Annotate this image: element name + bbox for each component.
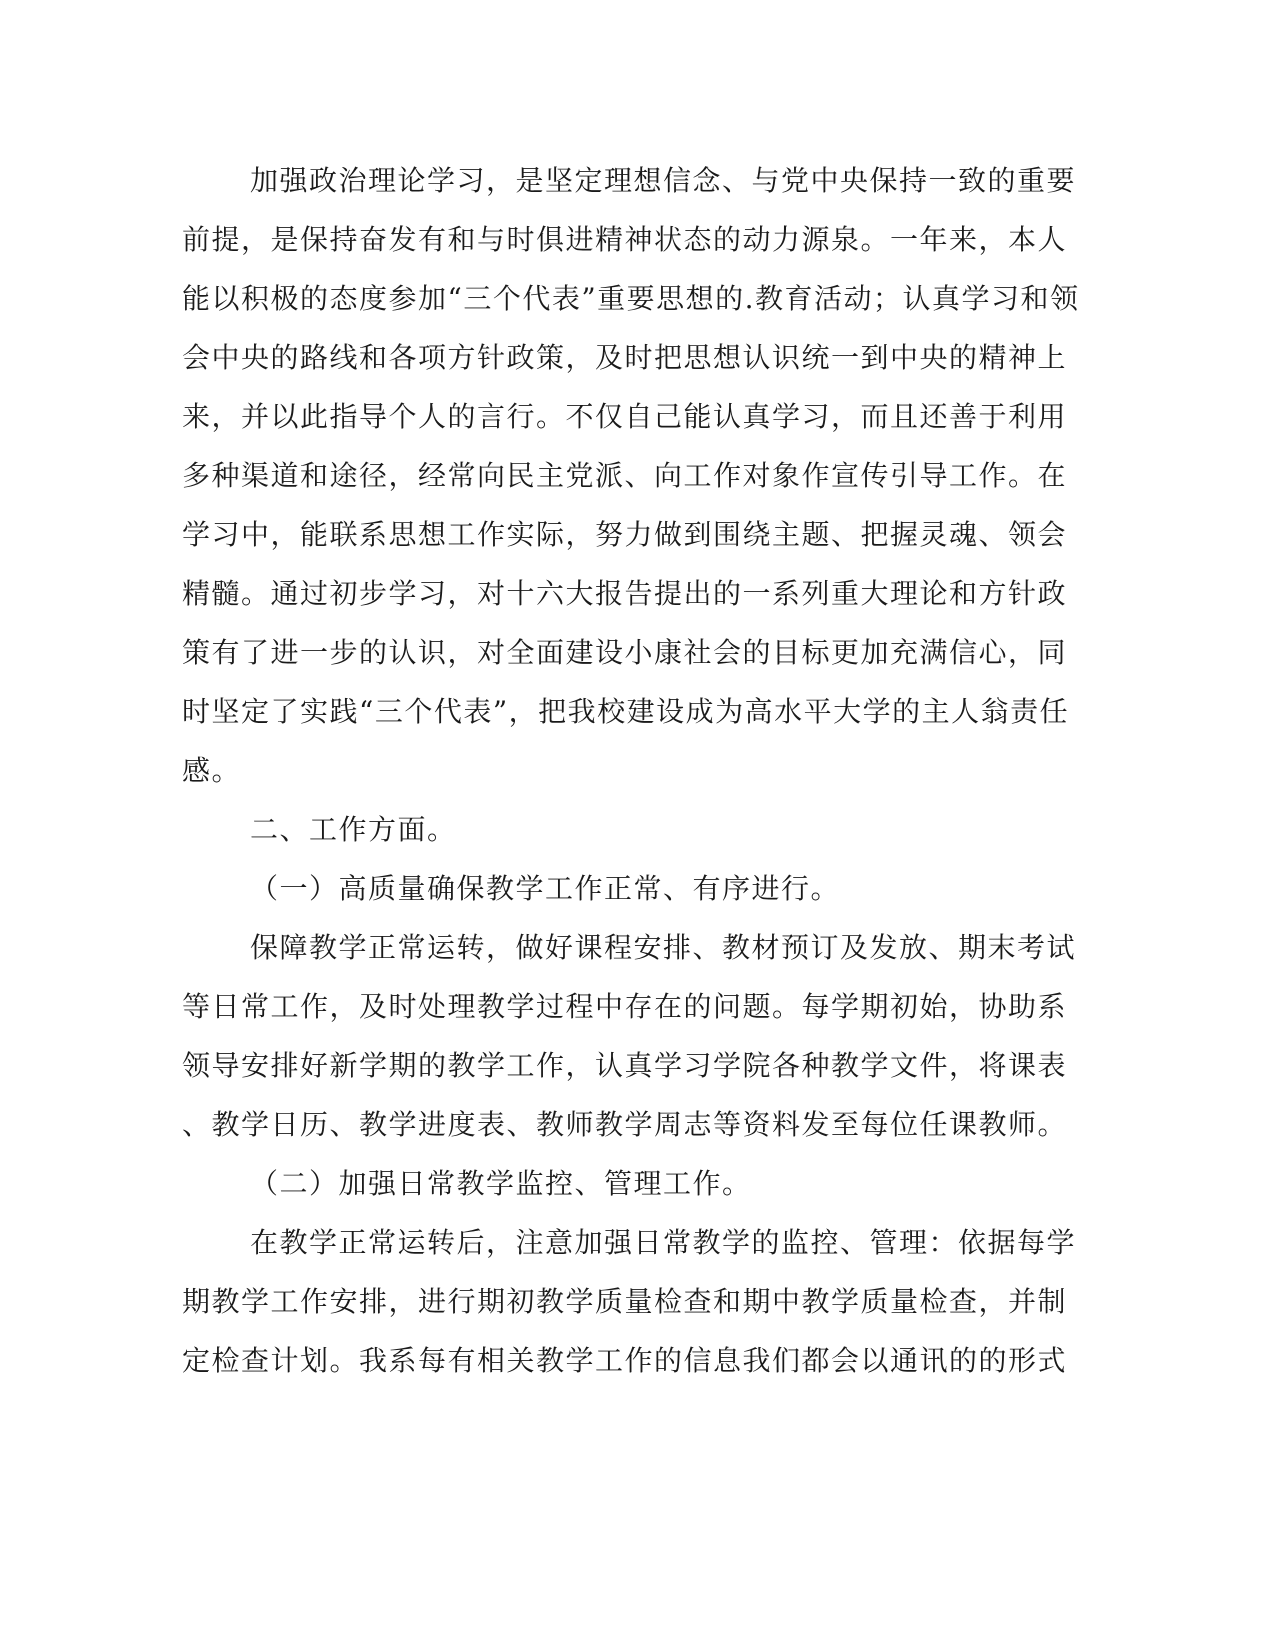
paragraph-teaching-operation-line: 领导安排好新学期的教学工作，认真学习学院各种教学文件，将课表: [182, 1049, 1068, 1082]
paragraph-political-study-line: 精髓。通过初步学习，对十六大报告提出的一系列重大理论和方针政: [182, 577, 1068, 610]
paragraph-political-study-line: 策有了进一步的认识，对全面建设小康社会的目标更加充满信心，同: [182, 636, 1068, 669]
paragraph-political-study-line: 前提，是保持奋发有和与时俱进精神状态的动力源泉。一年来，本人: [182, 223, 1068, 256]
paragraph-teaching-operation-line: 等日常工作，及时处理教学过程中存在的问题。每学期初始，协助系: [182, 990, 1068, 1023]
paragraph-political-study-line: 时坚定了实践“三个代表”，把我校建设成为高水平大学的主人翁责任: [182, 695, 1070, 728]
paragraph-monitoring-line: 期教学工作安排，进行期初教学质量检查和期中教学质量检查，并制: [182, 1285, 1068, 1318]
paragraph-teaching-operation-line: 保障教学正常运转，做好课程安排、教材预订及发放、期末考试: [250, 931, 1077, 964]
paragraph-political-study-line: 学习中，能联系思想工作实际，努力做到围绕主题、把握灵魂、领会: [182, 518, 1068, 551]
paragraph-political-study-line: 多种渠道和途径，经常向民主党派、向工作对象作宣传引导工作。在: [182, 459, 1068, 492]
paragraph-teaching-operation-line: 、教学日历、教学进度表、教师教学周志等资料发至每位任课教师。: [182, 1108, 1068, 1141]
section-heading-work: 二、工作方面。: [250, 813, 457, 846]
subsection-heading-teaching-order: （一）高质量确保教学工作正常、有序进行。: [250, 872, 841, 905]
subsection-heading-monitoring: （二）加强日常教学监控、管理工作。: [250, 1167, 752, 1200]
paragraph-political-study-line: 来，并以此指导个人的言行。不仅自己能认真学习，而且还善于利用: [182, 400, 1068, 433]
paragraph-monitoring-line: 在教学正常运转后，注意加强日常教学的监控、管理：依据每学: [250, 1226, 1077, 1259]
paragraph-political-study-line: 加强政治理论学习，是坚定理想信念、与党中央保持一致的重要: [250, 164, 1077, 197]
paragraph-political-study-line: 能以积极的态度参加“三个代表”重要思想的.教育活动；认真学习和领: [182, 282, 1080, 315]
paragraph-political-study-line: 感。: [182, 754, 242, 787]
paragraph-political-study-line: 会中央的路线和各项方针政策，及时把思想认识统一到中央的精神上: [182, 341, 1068, 374]
paragraph-monitoring-line: 定检查计划。我系每有相关教学工作的信息我们都会以通讯的的形式: [182, 1344, 1068, 1377]
